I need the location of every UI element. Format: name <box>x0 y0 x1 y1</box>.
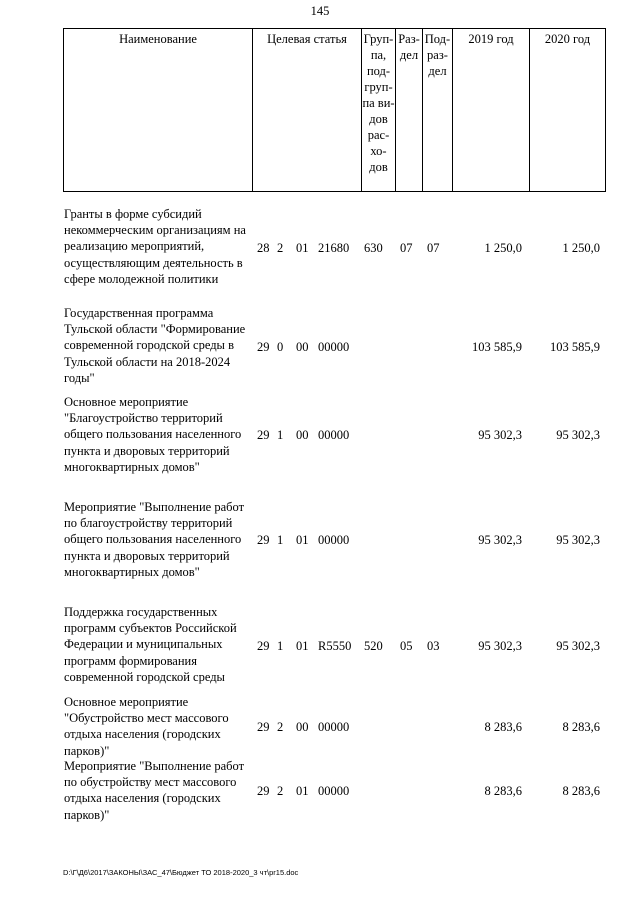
row-name: Мероприятие "Выполнение работ по благоустройству территорий общего пользования населенного пункта и дворовых территорий многоквартирных домов" <box>64 500 245 579</box>
row-code-b: 1 <box>277 533 284 547</box>
row-code-c: 00 <box>296 720 309 734</box>
row-code-d: 00000 <box>318 533 350 547</box>
row-code-a: 29 <box>257 720 270 734</box>
row-name: Государственная программа Тульской области "Формирование современной городской среды в Тульской области на 2018-2024 годы" <box>64 306 246 385</box>
row-2020: 103 585,9 <box>550 340 600 354</box>
row-2019: 95 302,3 <box>478 428 522 442</box>
footer-file-path: D:\Г\Д6\2017\ЗАКОНЫ\ЗАС_47\Бюджет ТО 2018-2020_3 чт\pr15.doc <box>63 868 299 877</box>
row-section: 05 <box>400 639 413 653</box>
row-code-b: 0 <box>277 340 284 354</box>
row-name: Основное мероприятие "Благоустройство территорий общего пользования населенного пункта и дворовых территорий многоквартирных домов" <box>64 395 242 474</box>
row-2020: 95 302,3 <box>556 428 600 442</box>
row-code-b: 2 <box>277 241 284 255</box>
header-year-2020: 2020 год <box>530 29 606 192</box>
row-2020: 8 283,6 <box>562 720 600 734</box>
header-section: Раз- дел <box>396 29 423 192</box>
row-code-a: 29 <box>257 639 270 653</box>
row-2020: 95 302,3 <box>556 533 600 547</box>
row-2020: 95 302,3 <box>556 639 600 653</box>
header-group: Груп- па, под- груп- па ви- дов рас- хо- дов <box>362 29 396 192</box>
row-2019: 103 585,9 <box>472 340 522 354</box>
row-section: 07 <box>400 241 413 255</box>
table-header <box>63 28 606 192</box>
row-2019: 8 283,6 <box>484 784 522 798</box>
row-subsection: 03 <box>427 639 440 653</box>
row-2019: 8 283,6 <box>484 720 522 734</box>
row-code-b: 1 <box>277 428 284 442</box>
header-subsection: Под- раз- дел <box>423 29 453 192</box>
row-code-d: 00000 <box>318 428 350 442</box>
row-code-d: 00000 <box>318 784 350 798</box>
row-code-d: R5550 <box>318 639 352 653</box>
row-code-b: 2 <box>277 784 284 798</box>
row-2020: 1 250,0 <box>562 241 600 255</box>
row-name: Мероприятие "Выполнение работ по обустройству мест массового отдыха населения (городских парков)" <box>64 759 245 822</box>
row-2019: 95 302,3 <box>478 639 522 653</box>
row-code-a: 29 <box>257 533 270 547</box>
row-name: Гранты в форме субсидий некоммерческим организациям на реализацию мероприятий, осуществляющим деятельность в сфере молодежной политики <box>64 207 246 286</box>
row-code-c: 00 <box>296 340 309 354</box>
row-code-c: 00 <box>296 428 309 442</box>
row-2019: 95 302,3 <box>478 533 522 547</box>
row-code-d: 00000 <box>318 340 350 354</box>
row-name: Поддержка государственных программ субъектов Российской Федерации и муниципальных программ формирования современной городской среды <box>64 605 237 684</box>
row-code-b: 2 <box>277 720 284 734</box>
header-name: Наименование <box>64 29 253 192</box>
row-code-a: 29 <box>257 428 270 442</box>
row-subsection: 07 <box>427 241 440 255</box>
header-year-2019: 2019 год <box>453 29 530 192</box>
row-name: Основное мероприятие "Обустройство мест массового отдыха населения (городских парков)" <box>64 695 229 758</box>
row-code-c: 01 <box>296 639 309 653</box>
row-code-b: 1 <box>277 639 284 653</box>
row-2020: 8 283,6 <box>562 784 600 798</box>
row-group: 630 <box>364 241 383 255</box>
row-2019: 1 250,0 <box>484 241 522 255</box>
row-code-c: 01 <box>296 241 309 255</box>
row-code-d: 00000 <box>318 720 350 734</box>
row-code-a: 28 <box>257 241 270 255</box>
page-number: 145 <box>310 4 330 18</box>
row-group: 520 <box>364 639 383 653</box>
row-code-a: 29 <box>257 784 270 798</box>
row-code-c: 01 <box>296 533 309 547</box>
row-code-c: 01 <box>296 784 309 798</box>
row-code-d: 21680 <box>318 241 350 255</box>
header-target-article: Целевая статья <box>253 29 362 192</box>
row-code-a: 29 <box>257 340 270 354</box>
